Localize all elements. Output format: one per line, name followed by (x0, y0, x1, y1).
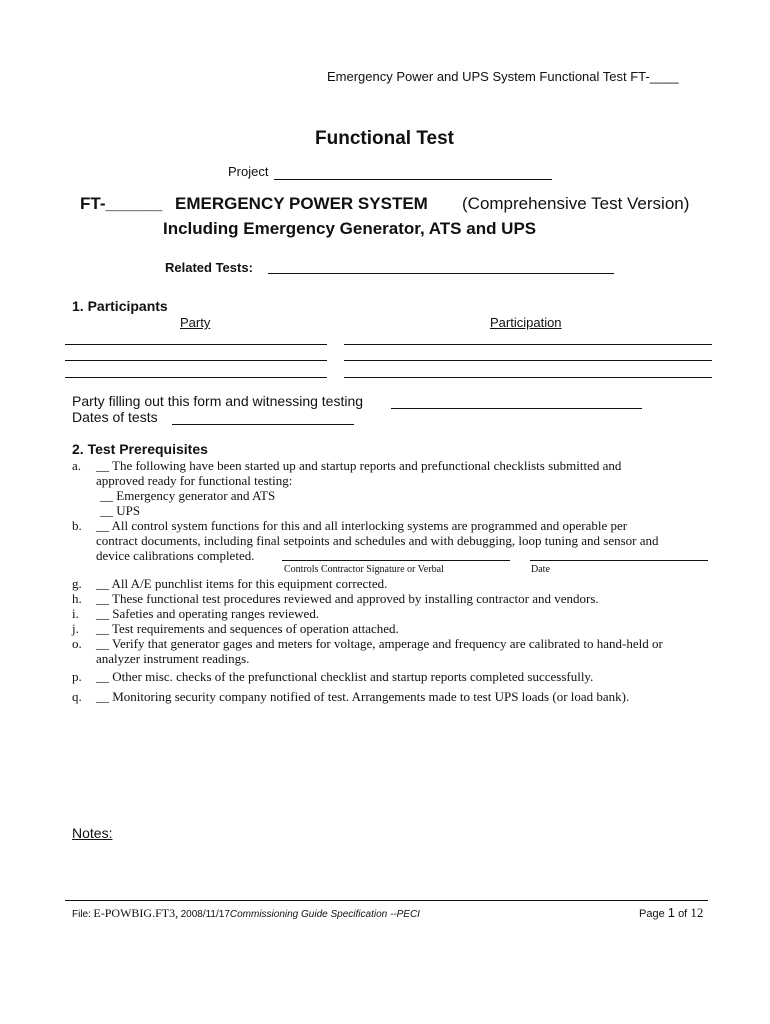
footer-date: 2008/11/17 (180, 909, 230, 920)
item-o-text: __ Verify that generator gages and meters for voltage, amperage and frequency are calibrated to hand-held or (96, 636, 663, 651)
test-version: (Comprehensive Test Version) (462, 194, 690, 213)
participation-field-1[interactable] (344, 344, 712, 345)
participation-field-2[interactable] (344, 360, 712, 361)
related-tests-field[interactable] (268, 273, 614, 274)
item-j-label: j. (72, 621, 79, 636)
item-q-text: __ Monitoring security company notified of test. Arrangements made to test UPS loads (or load bank). (96, 689, 630, 704)
item-a-text: __ The following have been started up and startup reports and prefunctional checklists submitted and (96, 458, 622, 473)
notes-label: Notes: (72, 825, 113, 841)
item-a-sub-generator: __ Emergency generator and ATS (100, 488, 276, 503)
footer-file-name: E-POWBIG.FT3, (93, 906, 179, 920)
prerequisites-heading: 2. Test Prerequisites (72, 441, 208, 457)
item-a-sub-ups: __ UPS (100, 503, 141, 518)
page-total: 12 (690, 905, 704, 920)
item-g-label: g. (72, 576, 82, 591)
page-title: Functional Test (315, 128, 454, 149)
test-dates-label: Dates of tests (72, 409, 158, 425)
item-p-label: p. (72, 669, 82, 684)
item-h-text: __ These functional test procedures reviewed and approved by installing contractor and vendors. (96, 591, 599, 606)
page-number (639, 905, 703, 921)
witness-label: Party filling out this form and witnessing testing (72, 393, 364, 409)
party-field-2[interactable] (65, 360, 327, 361)
system-title: EMERGENCY POWER SYSTEM (175, 194, 428, 213)
date-caption: Date (531, 564, 550, 575)
item-o-label: o. (72, 636, 82, 651)
signature-caption: Controls Contractor Signature or Verbal (284, 564, 444, 575)
ft-number: FT-______ (80, 194, 163, 213)
item-a-text-cont: approved ready for functional testing: (96, 473, 293, 488)
item-p-text: __ Other misc. checks of the prefunctional checklist and startup reports completed successfully. (96, 669, 594, 684)
item-b-text-cont: contract documents, including final setpoints and schedules and with debugging, loop tuning and sensor and (96, 533, 659, 548)
item-o-text-cont: analyzer instrument readings. (96, 651, 250, 666)
participation-field-3[interactable] (344, 377, 712, 378)
party-field-3[interactable] (65, 377, 327, 378)
item-b-label: b. (72, 518, 82, 533)
page-label: Page (639, 908, 665, 920)
item-i-text: __ Safeties and operating ranges reviewed. (96, 606, 320, 621)
party-field-1[interactable] (65, 344, 327, 345)
item-j-text: __ Test requirements and sequences of operation attached. (96, 621, 399, 636)
project-label: Project (228, 164, 269, 179)
page-of-label: of (678, 908, 688, 920)
item-g-text: __ All A/E punchlist items for this equipment corrected. (96, 576, 388, 591)
item-h-label: h. (72, 591, 82, 606)
test-dates-field[interactable] (172, 424, 354, 425)
related-tests-label: Related Tests: (165, 260, 253, 275)
project-field[interactable] (274, 179, 552, 180)
signature-date-field[interactable] (530, 560, 708, 561)
participants-heading: 1. Participants (72, 298, 168, 314)
running-header: Emergency Power and UPS System Functional Test FT-____ (327, 69, 679, 84)
item-i-label: i. (72, 606, 79, 621)
footer-file-label: File: (72, 909, 91, 920)
footer-spec: Commissioning Guide Specification --PECI (229, 909, 420, 920)
signature-field[interactable] (282, 560, 510, 561)
party-column-header: Party (180, 315, 211, 330)
footer-rule (65, 900, 708, 901)
item-a-label: a. (72, 458, 82, 473)
item-b-text-cont-2: device calibrations completed. (96, 548, 255, 563)
system-subtitle: Including Emergency Generator, ATS and UPS (163, 219, 537, 238)
item-b-text: __ All control system functions for this and all interlocking systems are programmed and operable per (96, 518, 628, 533)
participation-column-header: Participation (490, 315, 562, 330)
page-current: 1 (667, 905, 675, 920)
footer-file-info (72, 906, 420, 921)
witness-field[interactable] (391, 408, 642, 409)
item-q-label: q. (72, 689, 82, 704)
